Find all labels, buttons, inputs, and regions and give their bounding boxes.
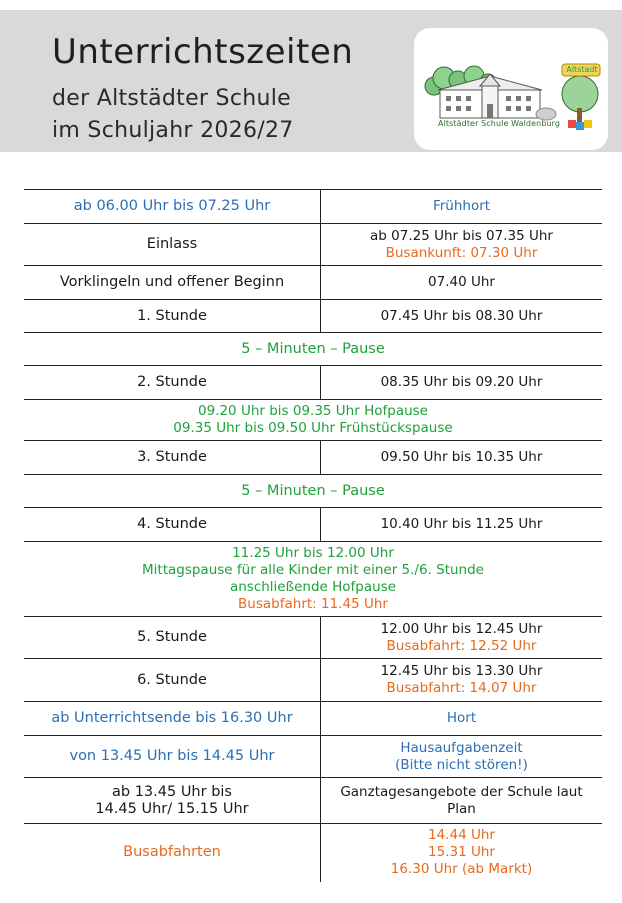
- stunde5-bus: Busabfahrt: 12.52 Uhr: [386, 637, 537, 654]
- row-hausaufgaben-time: von 13.45 Uhr bis 14.45 Uhr: [24, 736, 321, 778]
- logo-caption: Altstädter Schule Waldenburg: [438, 119, 561, 128]
- row-stunde6-times: [321, 659, 603, 702]
- table-row: [24, 333, 602, 366]
- row-stunde2-label: 2. Stunde: [24, 366, 321, 400]
- stunde6-time: 12.45 Uhr bis 13.30 Uhr: [380, 663, 543, 679]
- row-stunde5-times: [321, 617, 603, 659]
- ganztag-time-line1: ab 13.45 Uhr bis: [112, 783, 232, 800]
- row-einlass-times: [321, 224, 603, 266]
- row-stunde4-label: 4. Stunde: [24, 508, 321, 542]
- ganztag-time-line2: 14.45 Uhr/ 15.15 Uhr: [95, 800, 249, 817]
- table-row: [24, 542, 602, 617]
- table-row: [24, 824, 602, 882]
- row-stunde6-label: 6. Stunde: [24, 659, 321, 702]
- row-stunde2-time: 08.35 Uhr bis 09.20 Uhr: [321, 366, 603, 400]
- logo-badge: Altstadt: [566, 65, 598, 74]
- header-banner: [0, 10, 622, 152]
- table-row: [24, 659, 602, 702]
- schedule-table: [24, 189, 602, 882]
- row-busabfahrten-label: Busabfahrten: [24, 824, 321, 882]
- pause-row-1: 5 – Minuten – Pause: [24, 333, 602, 366]
- table-row: [24, 190, 602, 224]
- row-stunde4-time: 10.40 Uhr bis 11.25 Uhr: [321, 508, 603, 542]
- table-row: [24, 266, 602, 300]
- row-vorklingeln-time: 07.40 Uhr: [321, 266, 603, 300]
- table-row: [24, 441, 602, 475]
- stunde5-time: 12.00 Uhr bis 12.45 Uhr: [380, 620, 543, 637]
- pause-row-2: 5 – Minuten – Pause: [24, 475, 602, 508]
- school-building-icon: [414, 28, 608, 150]
- subtitle-year: im Schuljahr 2026/27: [52, 118, 294, 143]
- row-fruehhort-time: ab 06.00 Uhr bis 07.25 Uhr: [24, 190, 321, 224]
- busankunft: Busankunft: 07.30 Uhr: [385, 244, 538, 261]
- mittag-busabfahrt: Busabfahrt: 11.45 Uhr: [238, 596, 388, 612]
- hausaufgaben-title: Hausaufgabenzeit: [400, 739, 523, 756]
- subtitle-school: der Altstädter Schule: [52, 86, 291, 111]
- table-row: [24, 366, 602, 400]
- row-fruehhort-label: Frühhort: [321, 190, 603, 224]
- table-row: [24, 778, 602, 824]
- table-row: [24, 475, 602, 508]
- row-einlass-label: Einlass: [24, 224, 321, 266]
- fruehstueckspause-line: 09.35 Uhr bis 09.50 Uhr Frühstückspause: [173, 420, 453, 436]
- row-hort-time: ab Unterrichtsende bis 16.30 Uhr: [24, 702, 321, 736]
- page-title: Unterrichtszeiten: [52, 32, 354, 72]
- hofpause-line: 09.20 Uhr bis 09.35 Uhr Hofpause: [198, 403, 428, 419]
- row-vorklingeln-label: Vorklingeln und offener Beginn: [24, 266, 321, 300]
- row-stunde1-label: 1. Stunde: [24, 300, 321, 333]
- row-ganztag-time: [24, 778, 321, 824]
- busabfahrt-3: 16.30 Uhr (ab Markt): [390, 861, 533, 878]
- row-hort-label: Hort: [321, 702, 603, 736]
- table-row: [24, 224, 602, 266]
- stunde6-bus: Busabfahrt: 14.07 Uhr: [386, 680, 537, 696]
- row-stunde5-label: 5. Stunde: [24, 617, 321, 659]
- busabfahrt-1: 14.44 Uhr: [428, 827, 495, 844]
- table-row: [24, 617, 602, 659]
- row-busabfahrten-times: [321, 824, 603, 882]
- busabfahrt-2: 15.31 Uhr: [428, 844, 495, 861]
- table-row: [24, 702, 602, 736]
- row-hausaufgaben-label: [321, 736, 603, 778]
- mittag-time: 11.25 Uhr bis 12.00 Uhr: [232, 545, 394, 561]
- mittag-hofpause: anschließende Hofpause: [229, 579, 397, 595]
- ganztag-desc-line1: Ganztagesangebote der Schule laut: [340, 783, 583, 800]
- hofpause-row: [24, 400, 602, 441]
- einlass-time: ab 07.25 Uhr bis 07.35 Uhr: [370, 227, 553, 244]
- table-row: [24, 508, 602, 542]
- school-logo: [414, 28, 608, 150]
- row-ganztag-label: [321, 778, 603, 824]
- ganztag-desc-line2: Plan: [447, 800, 476, 817]
- table-row: [24, 736, 602, 778]
- mittagspause-row: [24, 542, 602, 617]
- row-stunde3-label: 3. Stunde: [24, 441, 321, 475]
- row-stunde3-time: 09.50 Uhr bis 10.35 Uhr: [321, 441, 603, 475]
- row-stunde1-time: 07.45 Uhr bis 08.30 Uhr: [321, 300, 603, 333]
- hausaufgaben-note: (Bitte nicht stören!): [395, 756, 528, 773]
- table-row: [24, 400, 602, 441]
- mittag-desc: Mittagspause für alle Kinder mit einer 5./6. Stunde: [142, 562, 484, 578]
- table-row: [24, 300, 602, 333]
